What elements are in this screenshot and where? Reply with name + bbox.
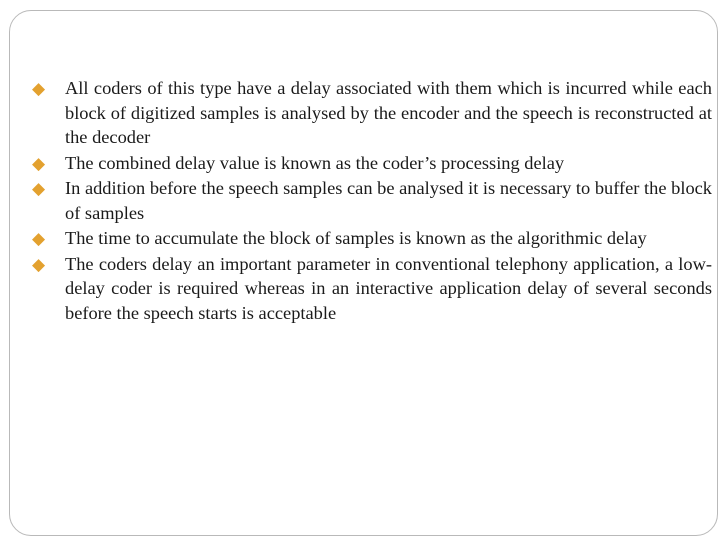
bullet-item: [32, 226, 712, 251]
bullet-item: [32, 76, 712, 150]
diamond-icon: ◆: [32, 179, 46, 198]
bullet-text: In addition before the speech samples can be analysed it is necessary to buffer the block of samples: [65, 178, 712, 223]
bullet-list: [32, 76, 712, 326]
diamond-icon: ◆: [32, 153, 46, 173]
bullet-text: The coders delay an important parameter in conventional telephony application, a low-delay coder is required whereas in an interactive application delay of several seconds before the speech starts is acceptable: [65, 253, 712, 323]
bullet-text: The time to accumulate the block of samples is known as the algorithmic delay: [65, 228, 647, 248]
diamond-icon: ◆: [32, 229, 46, 248]
diamond-icon: ◆: [32, 79, 46, 98]
bullet-item: [32, 151, 712, 176]
bullet-item: [32, 176, 712, 225]
bullet-text: The combined delay value is known as the coder’s processing delay: [65, 152, 565, 173]
bullet-item: [32, 252, 712, 326]
bullet-text: All coders of this type have a delay associated with them which is incurred while each block of digitized samples is analysed by the encoder and the speech is reconstructed at the decoder: [65, 78, 712, 147]
diamond-icon: ◆: [32, 254, 46, 274]
slide-frame: [9, 10, 718, 536]
